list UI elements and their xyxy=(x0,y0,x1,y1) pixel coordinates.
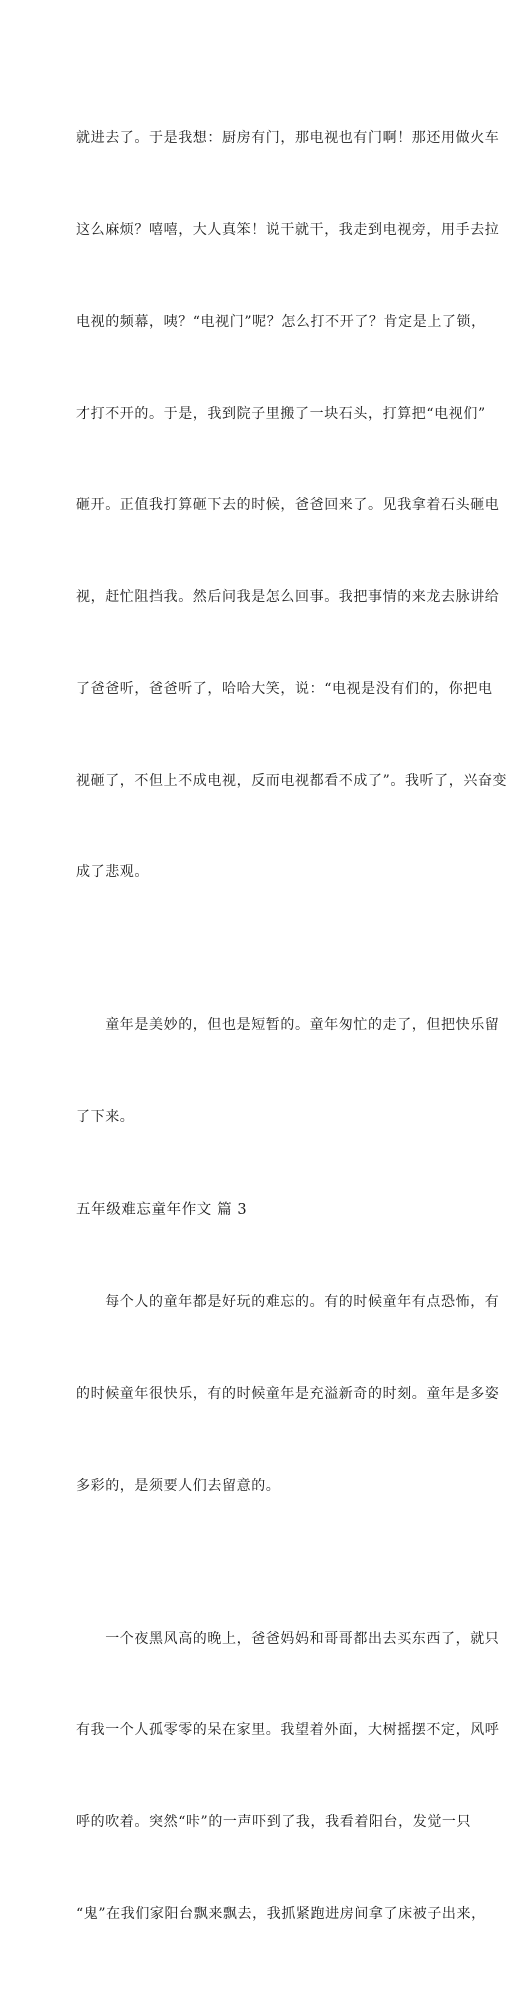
text-line: 一个夜黑风高的晚上，爸爸妈妈和哥哥都出去买东西了，就只 xyxy=(76,1630,500,1647)
section-heading: 五年级难忘童年作文 篇 3 xyxy=(76,1201,248,1218)
text-line: 有我一个人孤零零的呆在家里。我望着外面，大树摇摆不定，风呼 xyxy=(76,1722,500,1739)
text-line: 每个人的童年都是好玩的难忘的。有的时候童年有点恐怖，有 xyxy=(76,1294,500,1311)
text-line: 了下来。 xyxy=(76,1109,135,1126)
text-line: 的时候童年很快乐，有的时候童年是充溢新奇的时刻。童年是多姿 xyxy=(76,1385,500,1402)
text-line: 多彩的，是须要人们去留意的。 xyxy=(76,1477,281,1494)
text-line: 视，赶忙阻挡我。然后问我是怎么回事。我把事情的来龙去脉讲给 xyxy=(76,589,500,606)
text-line: 这么麻烦？嘻嘻，大人真笨！说干就干，我走到电视旁，用手去拉 xyxy=(76,221,500,238)
text-line: 电视的频幕，咦？“电视门”呢？怎么打不开了？肯定是上了锁， xyxy=(76,313,486,330)
text-line: 就进去了。于是我想：厨房有门，那电视也有门啊！那还用做火车 xyxy=(76,130,500,147)
paragraph-2 xyxy=(76,949,500,1194)
text-line: 成了悲观。 xyxy=(76,864,149,881)
text-line: 才打不开的。于是，我到院子里搬了一块石头，打算把“电视们” xyxy=(76,405,486,422)
text-line: 呼的吹着。突然“咔”的一声吓到了我，我看着阳台，发觉一只 xyxy=(76,1814,472,1831)
paragraph-1 xyxy=(76,62,507,949)
text-line: 童年是美妙的，但也是短暂的。童年匆忙的走了，但把快乐留 xyxy=(76,1017,500,1034)
text-line: 视砸了，不但上不成电视，反而电视都看不成了”。我听了，兴奋变 xyxy=(76,772,507,789)
text-line: 了爸爸听，爸爸听了，哈哈大笑，说：“电视是没有们的，你把电 xyxy=(76,680,493,697)
paragraph-4 xyxy=(76,1563,500,1991)
paragraph-3 xyxy=(76,1226,500,1563)
text-line: 砸开。正值我打算砸下去的时候，爸爸回来了。见我拿着石头砸电 xyxy=(76,497,500,514)
text-line: “鬼”在我们家阳台飘来飘去，我抓紧跑进房间拿了床被子出来， xyxy=(76,1906,486,1923)
